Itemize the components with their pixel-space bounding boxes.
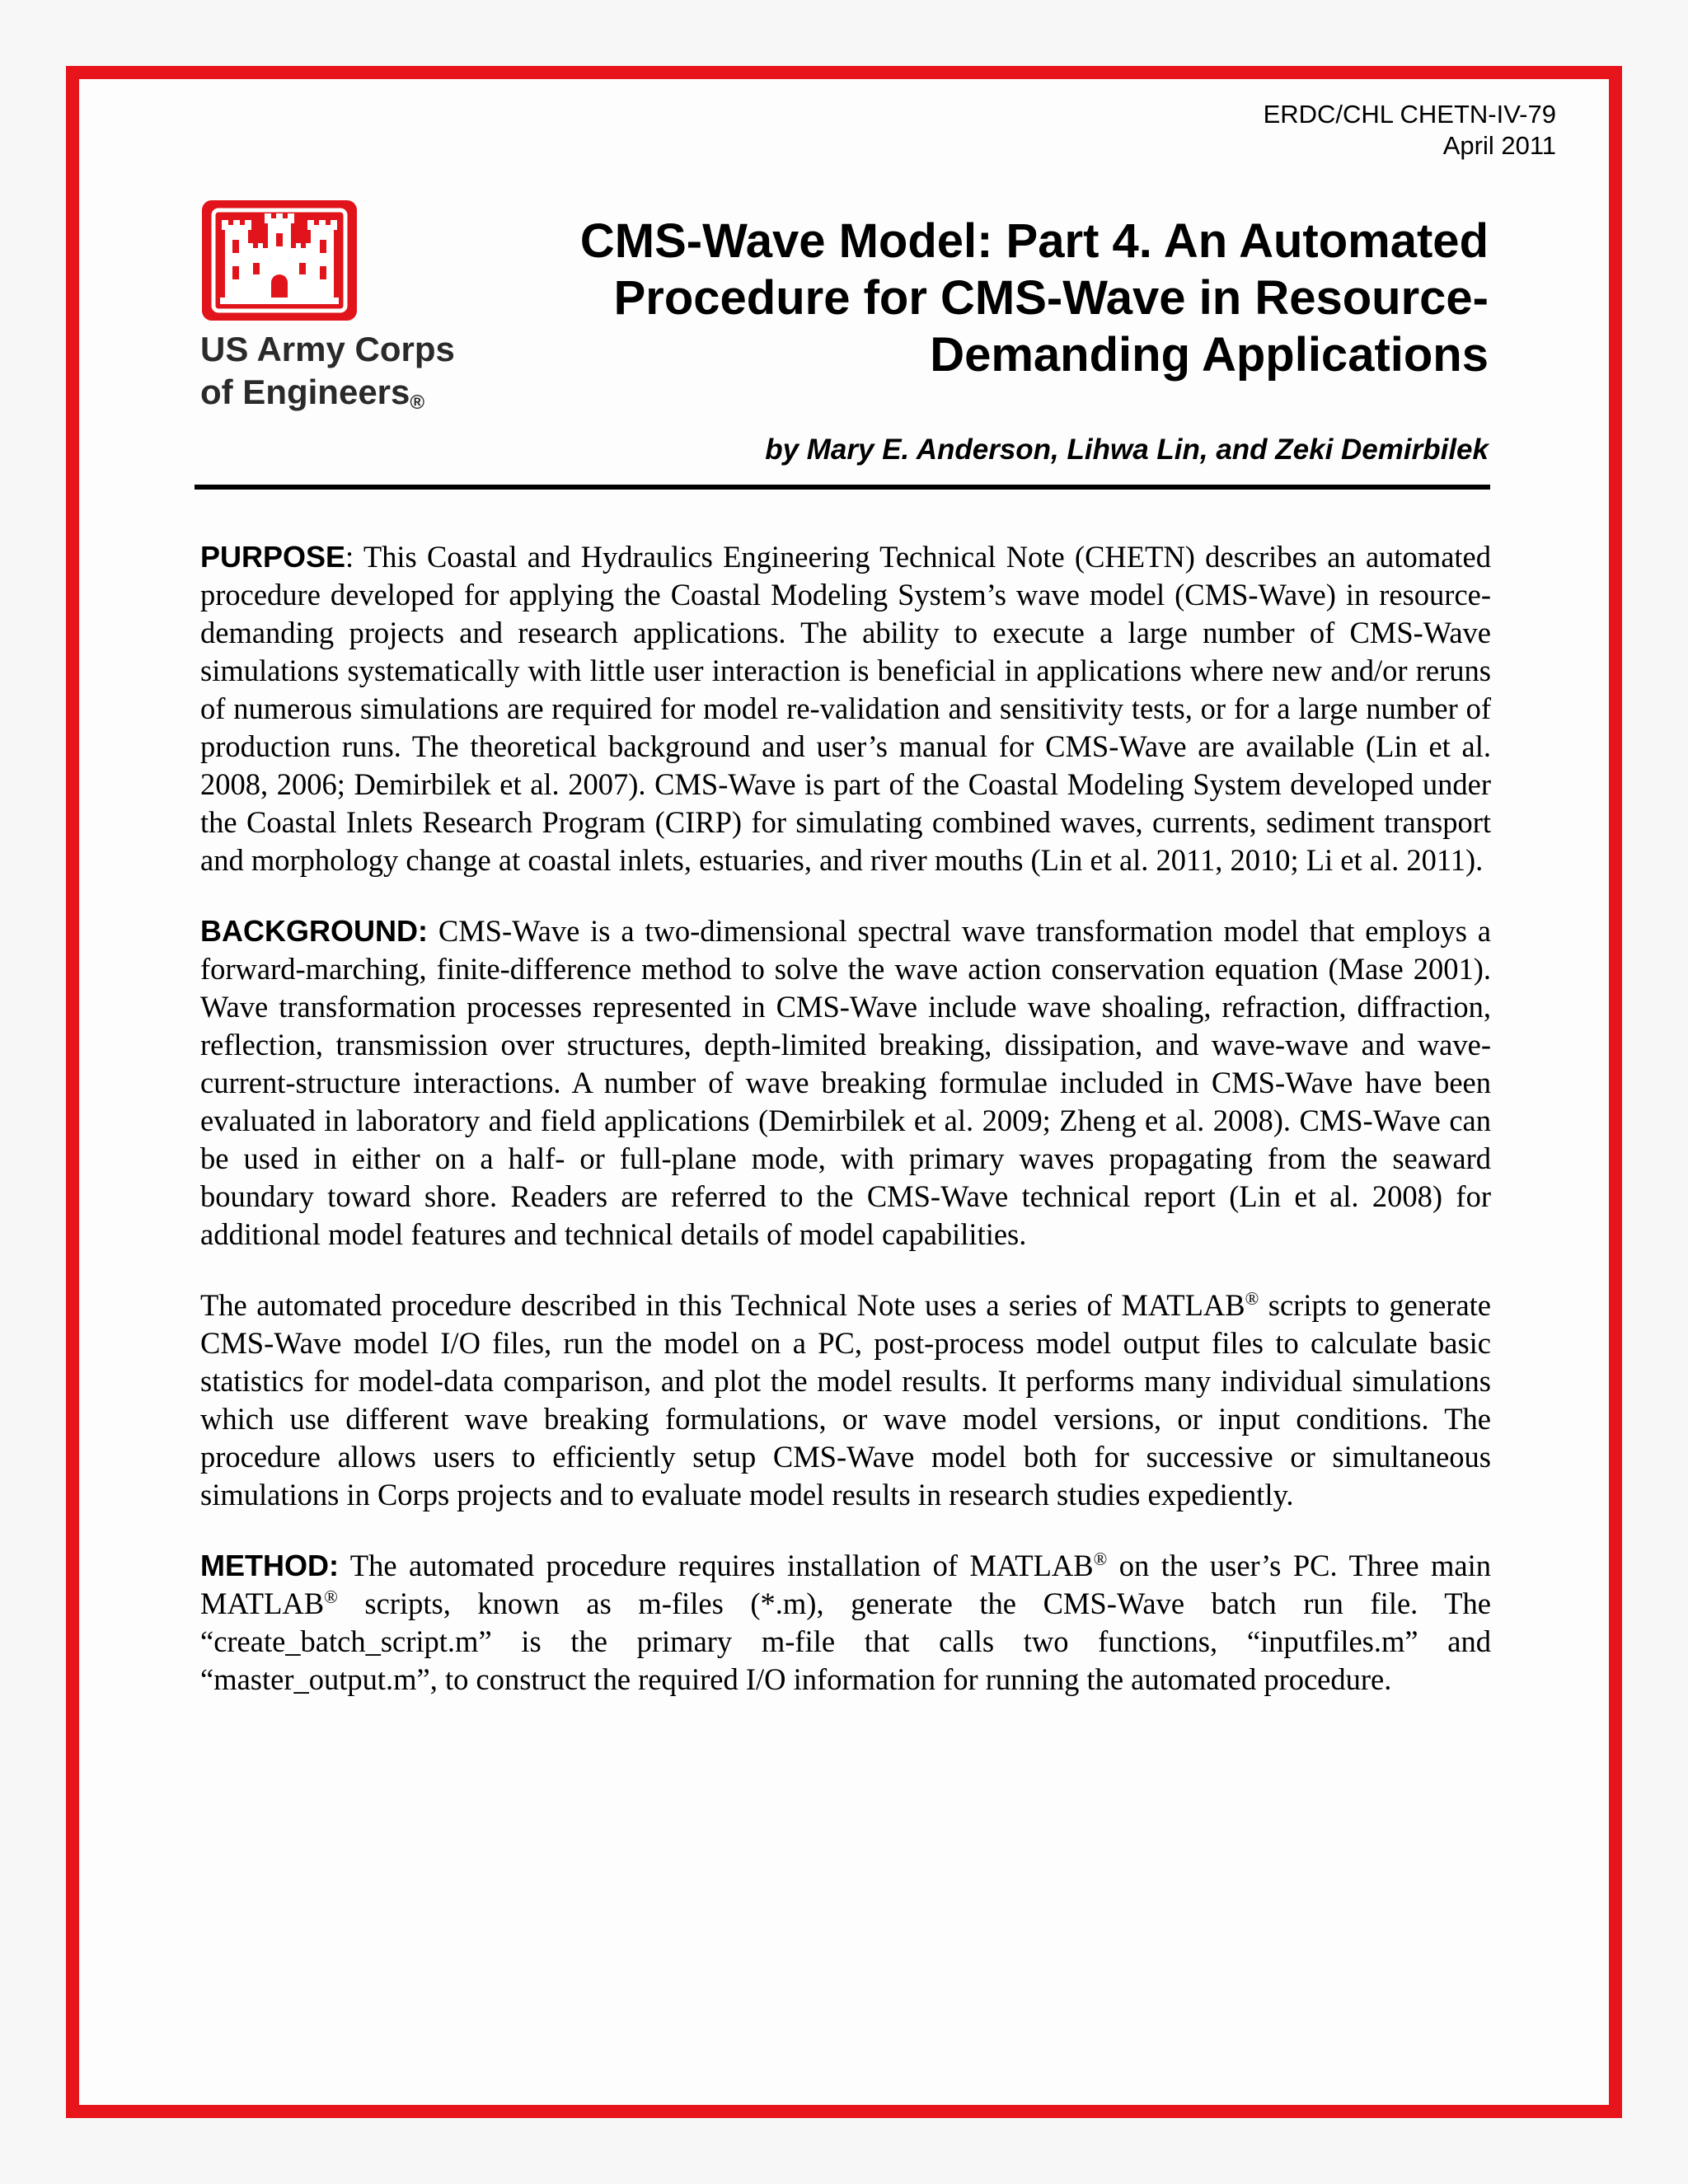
document-header (1264, 99, 1556, 162)
automated-procedure-paragraph (200, 1286, 1491, 1514)
method-text-b: on the user’s PC. Three main MATLAB (200, 1549, 1492, 1620)
method-text-a: The automated procedure requires installation of MATLAB (338, 1549, 1094, 1582)
title-line-1: CMS-Wave Model: Part 4. An Automated (579, 214, 1489, 268)
authors: by Mary E. Anderson, Lihwa Lin, and Zeki Demirbilek (765, 434, 1489, 466)
registered-mark: ® (1093, 1548, 1108, 1569)
background-paragraph (200, 912, 1491, 1254)
agency-line-2: of Engineers (200, 373, 410, 411)
document-date: April 2011 (1442, 131, 1556, 160)
automated-text-a: The automated procedure described in this Technical Note uses a series of MATLAB (200, 1288, 1245, 1322)
agency-name (200, 328, 455, 424)
background-text: CMS-Wave is a two-dimensional spectral wave transformation model that employs a forward-marching, finite-difference method to solve the wave action conservation equation (Mase 2001). Wave transformation processes represented in CMS-Wave include wave shoaling, refraction, diffraction, reflection, transmission over structures, depth-limited breaking, dissipation, and wave-wave and wave-current-structure interactions. A number of wave breaking formulae included in CMS-Wave have been evaluated in laboratory and field applications (Demirbilek et al. 2009; Zheng et al. 2008). CMS-Wave can be used in either on a half- or full-plane mode, with primary waves propagating from the seaward boundary toward shore. Readers are referred to the CMS-Wave technical report (Lin et al. 2008) for additional model features and technical details of model capabilities. (200, 914, 1491, 1251)
title-line-2: Procedure for CMS-Wave in Resource- (613, 271, 1489, 325)
purpose-text: This Coastal and Hydraulics Engineering Technical Note (CHETN) describes an automated procedure developed for applying the Coastal Modeling System’s wave model (CMS-Wave) in resource-demanding projects and research applications. The ability to execute a large number of CMS-Wave simulations systematically with little user interaction is beneficial in applications where new and/or reruns of numerous simulations are required for model re-validation and sensitivity tests, or for a large number of production runs. The theoretical background and user’s manual for CMS-Wave are available (Lin et al. 2008, 2006; Demirbilek et al. 2007). CMS-Wave is part of the Coastal Modeling System developed under the Coastal Inlets Research Program (CIRP) for simulating combined waves, currents, sediment transport and morphology change at coastal inlets, estuaries, and river mouths (Lin et al. 2011, 2010; Li et al. 2011). (200, 540, 1491, 877)
background-heading: BACKGROUND: (200, 914, 428, 948)
document-number: ERDC/CHL CHETN-IV-79 (1263, 100, 1556, 129)
method-text-c: scripts, known as m-files (*.m), generate the CMS-Wave batch run file. The “create_batch_script.m” is the primary m-file that calls two functions, “inputfiles.m” and “master_output.m”, to construct the required I/O information for running the automated procedure. (200, 1586, 1491, 1696)
automated-text-b: scripts to generate CMS-Wave model I/O files, run the model on a PC, post-process model output files to calculate basic statistics for model-data comparison, and plot the model results. It performs many individual simulations which use different wave breaking formulations, or wave model versions, or input conditions. The procedure allows users to efficiently setup CMS-Wave model both for successive or simultaneous simulations in Corps projects and to evaluate model results in research studies expediently. (200, 1288, 1491, 1511)
registered-mark: ® (410, 391, 425, 414)
document-title (499, 213, 1489, 383)
castle-icon (202, 200, 357, 321)
agency-line-1: US Army Corps (200, 330, 455, 368)
registered-mark: ® (1245, 1287, 1259, 1309)
registered-mark: ® (324, 1586, 338, 1607)
purpose-heading: PURPOSE (200, 540, 346, 574)
title-line-3: Demanding Applications (930, 328, 1489, 382)
purpose-paragraph (200, 538, 1491, 879)
purpose-colon: : (345, 540, 354, 574)
title-divider (195, 485, 1490, 490)
document-body (200, 538, 1491, 1732)
method-paragraph (200, 1547, 1491, 1699)
method-heading: METHOD: (200, 1549, 339, 1582)
